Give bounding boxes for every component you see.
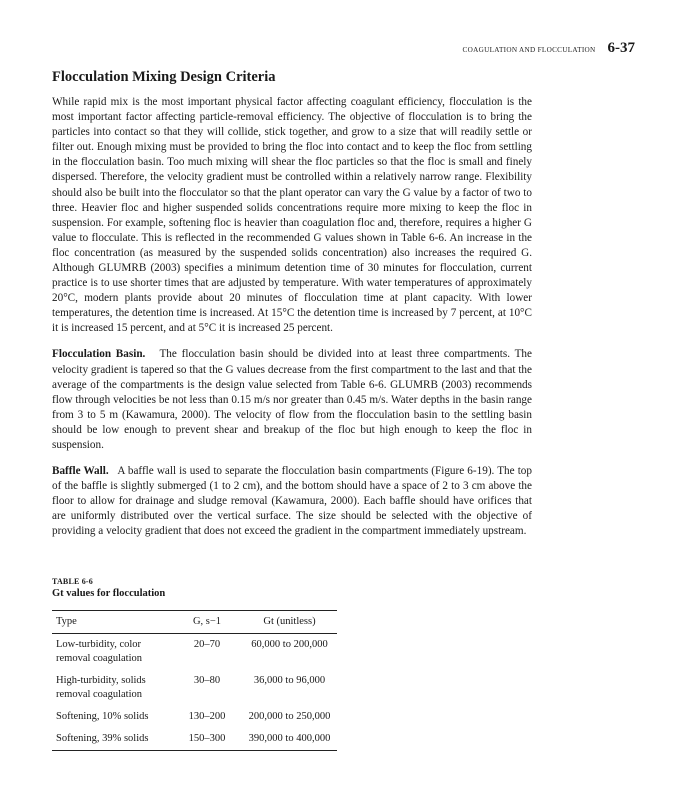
cell-gt: 390,000 to 400,000 [242, 728, 337, 751]
table-row [52, 706, 337, 728]
cell-g: 30–80 [193, 674, 221, 686]
table-caption: Gt values for flocculation [52, 587, 166, 599]
baffle-paragraph [52, 464, 532, 539]
cell-gt: 60,000 to 200,000 [251, 638, 328, 650]
cell-type: Low-turbidity, color removal coagulation [56, 638, 143, 664]
header-gt: Gt (unitless) [242, 610, 337, 633]
table-label: TABLE 6-6 [52, 576, 93, 586]
table-row [52, 670, 337, 706]
cell-g: 130–200 [188, 710, 226, 722]
basin-paragraph [52, 347, 532, 453]
cell-g: 150–300 [172, 728, 242, 751]
cell-g: 20–70 [193, 638, 221, 650]
running-head-title: COAGULATION AND FLOCCULATION [462, 46, 596, 54]
table-row [52, 728, 337, 751]
table-block [52, 576, 532, 751]
basin-text: The flocculation basin should be divided into at least three compartments. The velocity gradient is tapered so that the G values decrease from the first compartment to the last and that the average of the compartments is the design value selected from Table 6-6. GLUMRB (2003) recommends flow through velocities be not less than 0.15 m/s nor greater than 0.45 m/s. Water depths in the basin range from 3 to 5 m (Kawamura, 2000). The velocity of flow from the flocculation basin to the settling basin should be low enough to prevent shear and breakup of the floc but high enough to keep the floc in suspension. [52, 348, 532, 451]
cell-gt: 36,000 to 96,000 [253, 674, 326, 686]
table-header-row [52, 610, 337, 633]
section-title: Flocculation Mixing Design Criteria [52, 69, 276, 85]
header-g: G, s−1 [172, 610, 242, 633]
page-number: 6-37 [607, 40, 635, 56]
cell-type: High-turbidity, solids removal coagulation [56, 674, 146, 700]
header-type: Type [52, 610, 172, 633]
cell-type: Softening, 39% solids [52, 728, 172, 751]
basin-heading: Flocculation Basin. [52, 348, 146, 361]
gt-values-table [52, 610, 337, 751]
table-row [52, 633, 337, 670]
running-head [463, 40, 635, 57]
page-content [52, 70, 532, 751]
cell-type: Softening, 10% solids [56, 710, 149, 722]
baffle-heading: Baffle Wall. [52, 465, 109, 478]
cell-gt: 200,000 to 250,000 [248, 710, 331, 722]
baffle-text: A baffle wall is used to separate the flocculation basin compartments (Figure 6-19). The top of the baffle is slightly submerged (1 to 2 cm), and the bottom should have a space of 2 to 3 cm above the floor to allow for drainage and sludge removal (Kawamura, 2000). Each baffle should have orifices that are uniformly distributed over the vertical surface. The size should be selected with the objective of providing a velocity gradient that does not exceed the gradient in the compartment immediately upstream. [52, 465, 532, 538]
intro-paragraph: While rapid mix is the most important physical factor affecting coagulant efficiency, flocculation is the most important factor affecting particle-removal efficiency. The objective of flocculation is to bring the particles into contact so that they will collide, stick together, and grow to a size that will readily settle or filter out. Enough mixing must be provided to bring the floc into contact and to keep the floc from settling in the flocculation basin. Too much mixing will shear the floc particles so that the floc is small and finely dispersed. Therefore, the velocity gradient must be controlled within a relatively narrow range. Flexibility should also be built into the flocculator so that the plant operator can vary the G value by a factor of two to three. Heavier floc and higher suspended solids concentrations require more mixing to keep the floc in suspension. For example, softening floc is heavier than coagulation floc and, therefore, requires a higher G value to flocculate. This is reflected in the recommended G values shown in Table 6-6. An increase in the floc concentration (as measured by the suspended solids concentration) also increases the required G. Although GLUMRB (2003) specifies a minimum detention time of 30 minutes for flocculation, current practice is to use shorter times that are adjusted by temperature. With water temperatures of approximately 20°C, modern plants provide about 20 minutes of flocculation time at plant capacity. With lower temperatures, the detention time is increased. At 15°C the detention time is increased by 7 percent, at 10°C it is increased 15 percent, and at 5°C it is increased 25 percent. [52, 95, 532, 335]
